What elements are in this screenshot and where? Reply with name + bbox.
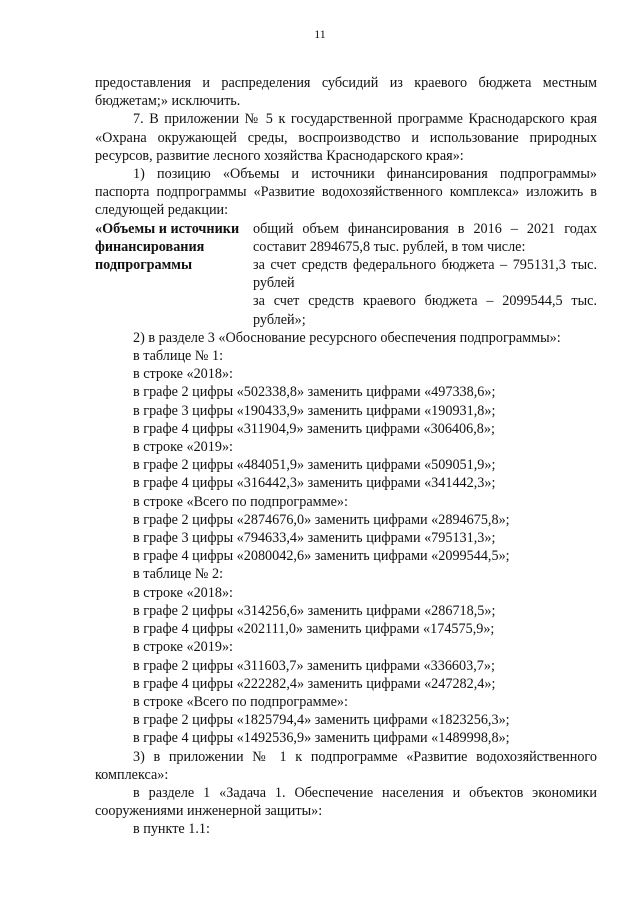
passport-values <box>253 220 597 329</box>
paragraph-continuation: предоставления и распределения субсидий из краевого бюджета местным бюджетам;» исключить. <box>95 75 597 110</box>
passport-line-federal: за счет средств федерального бюджета – 795131,3 тыс. рублей <box>253 257 597 292</box>
amendment-line: в строке «Всего по подпрограмме»: <box>133 693 348 710</box>
amendment-line: в графе 4 цифры «316442,3» заменить цифрами «341442,3»; <box>133 475 496 492</box>
passport-position <box>95 220 597 329</box>
amendment-line: в графе 2 цифры «484051,9» заменить цифрами «509051,9»; <box>133 457 496 474</box>
passport-label: «Объемы и источники финансирования подпрограммы <box>95 220 240 274</box>
paragraph-item-3: 3) в приложении № 1 к подпрограмме «Развитие водохозяйственного комплекса»: <box>95 748 597 783</box>
amendment-line: в таблице № 1: <box>133 348 224 365</box>
amendment-line: в графе 4 цифры «1492536,9» заменить цифрами «1489998,8»; <box>133 730 510 747</box>
amendment-line: в графе 2 цифры «311603,7» заменить цифрами «336603,7»; <box>133 657 495 674</box>
amendment-line: в строке «Всего по подпрограмме»: <box>133 493 348 510</box>
paragraph-point-1-1: в пункте 1.1: <box>133 821 210 838</box>
amendment-line: в графе 2 цифры «1825794,4» заменить цифрами «1823256,3»; <box>133 712 510 729</box>
paragraph-item-2: 2) в разделе 3 «Обоснование ресурсного обеспечения подпрограммы»: <box>133 329 561 346</box>
passport-line-total: общий объем финансирования в 2016 – 2021 годах составит 2894675,8 тыс. рублей, в том числе: <box>253 220 597 255</box>
amendment-line: в графе 3 цифры «190433,9» заменить цифрами «190931,8»; <box>133 402 496 419</box>
amendment-line: в таблице № 2: <box>133 566 224 583</box>
page-number: 11 <box>314 27 326 41</box>
amendment-line: в графе 4 цифры «311904,9» заменить цифрами «306406,8»; <box>133 420 495 437</box>
amendment-line: в графе 3 цифры «794633,4» заменить цифрами «795131,3»; <box>133 530 496 547</box>
passport-line-regional: за счет средств краевого бюджета – 2099544,5 тыс. рублей»; <box>253 293 597 328</box>
amendment-line: в графе 4 цифры «222282,4» заменить цифрами «247282,4»; <box>133 675 496 692</box>
paragraph-item-7: 7. В приложении № 5 к государственной программе Краснодарского края «Охрана окружающей среды, воспроизводство и использование природных ресурсов, развитие лесного хозяйства Краснодарского края»: <box>95 111 597 164</box>
amendment-lines <box>95 347 597 747</box>
amendment-line: в графе 2 цифры «2874676,0» заменить цифрами «2894675,8»; <box>133 511 510 528</box>
amendment-line: в графе 2 цифры «502338,8» заменить цифрами «497338,6»; <box>133 384 496 401</box>
document-body <box>95 74 597 839</box>
amendment-line: в строке «2018»: <box>133 584 233 601</box>
amendment-line: в строке «2019»: <box>133 439 233 456</box>
paragraph-item-1: 1) позицию «Объемы и источники финансирования подпрограммы» паспорта подпрограммы «Развитие водохозяйственного комплекса» изложить в следующей редакции: <box>95 166 597 219</box>
paragraph-section-1: в разделе 1 «Задача 1. Обеспечение населения и объектов экономики сооружениями инженерной защиты»: <box>95 784 597 820</box>
amendment-line: в графе 2 цифры «314256,6» заменить цифрами «286718,5»; <box>133 602 496 619</box>
amendment-line: в графе 4 цифры «202111,0» заменить цифрами «174575,9»; <box>133 621 495 638</box>
amendment-line: в строке «2018»: <box>133 366 233 383</box>
amendment-line: в графе 4 цифры «2080042,6» заменить цифрами «2099544,5»; <box>133 548 510 565</box>
amendment-line: в строке «2019»: <box>133 639 233 656</box>
